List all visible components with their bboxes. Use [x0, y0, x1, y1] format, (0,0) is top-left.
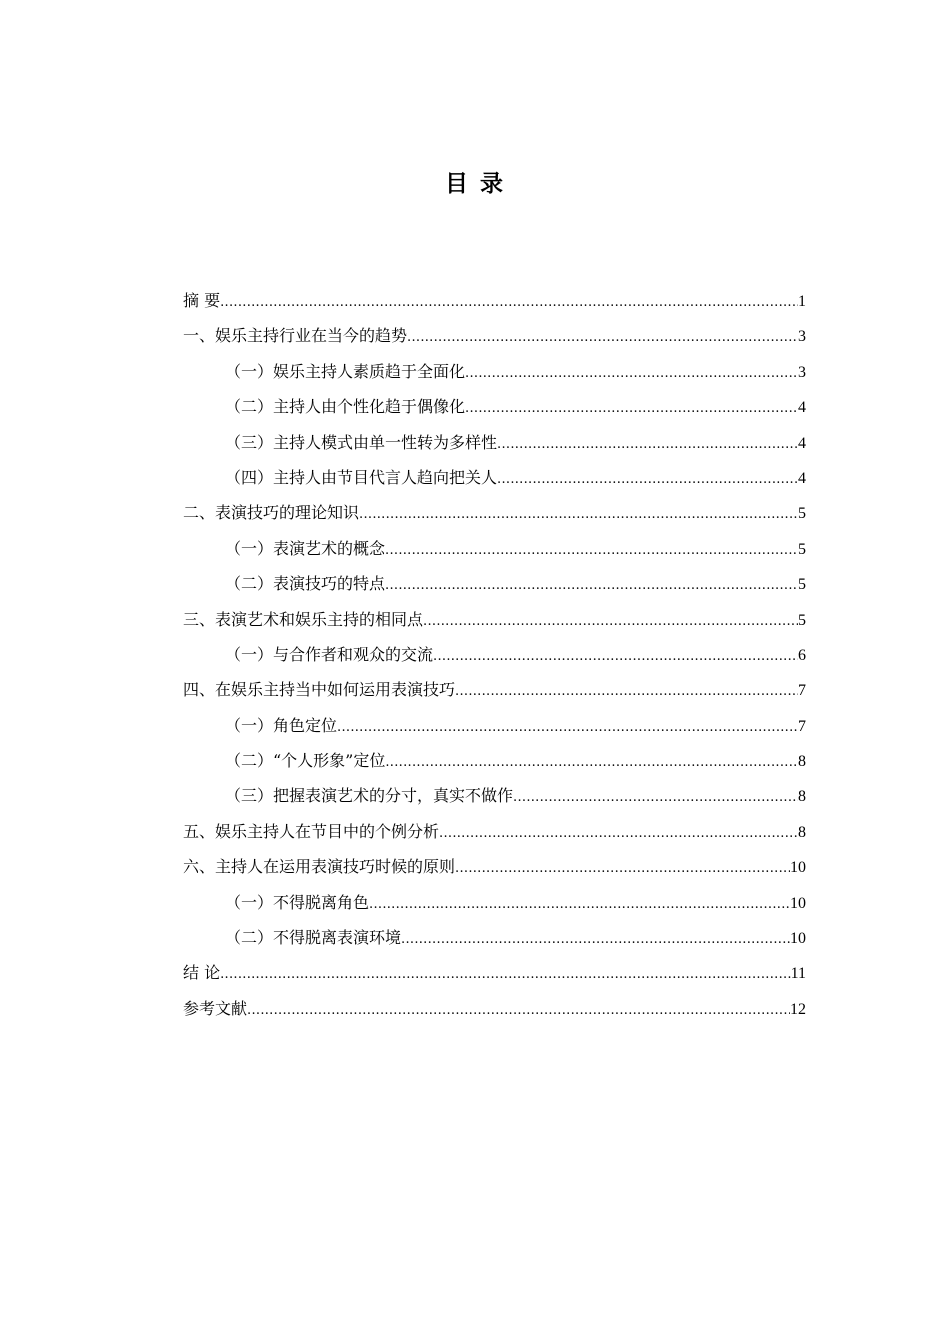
toc-entry-page: 7 — [798, 682, 806, 700]
toc-entry[interactable] — [183, 885, 806, 920]
toc-dot-leader — [385, 568, 798, 603]
toc-entry[interactable] — [183, 708, 806, 743]
toc-entry-label: （一）角色定位 — [225, 715, 338, 735]
toc-entry[interactable] — [183, 354, 806, 389]
toc-entry-page: 8 — [798, 823, 806, 841]
toc-entry-page: 8 — [798, 753, 806, 771]
toc-entry[interactable] — [183, 814, 806, 849]
toc-entry-label: （一）不得脱离角色 — [225, 892, 370, 912]
toc-dot-leader — [220, 957, 791, 992]
toc-entry-page: 1 — [798, 293, 806, 310]
toc-dot-leader — [423, 604, 798, 639]
toc-entry-label: 一、娱乐主持行业在当今的趋势 — [183, 326, 408, 346]
toc-entry-label: （二）“个人形象”定位 — [225, 751, 386, 771]
toc-entry-page: 5 — [798, 505, 806, 523]
toc-dot-leader — [337, 710, 798, 745]
toc-entry-label: 四、在娱乐主持当中如何运用表演技巧 — [183, 680, 456, 700]
toc-entry-page: 10 — [790, 930, 806, 948]
toc-dot-leader — [220, 285, 798, 320]
toc-entry-page: 4 — [798, 469, 806, 487]
toc-entry-page: 5 — [798, 540, 806, 558]
toc-entry-page: 12 — [790, 1000, 806, 1018]
toc-entry[interactable] — [183, 425, 806, 460]
toc-entry[interactable] — [183, 955, 806, 990]
toc-dot-leader — [455, 674, 798, 709]
toc-dot-leader — [359, 497, 798, 532]
toc-entry[interactable] — [183, 318, 806, 353]
toc-dot-leader — [455, 851, 790, 886]
toc-entry[interactable] — [183, 920, 806, 955]
toc-entry[interactable] — [183, 566, 806, 601]
toc-dot-leader — [497, 427, 798, 462]
toc-entry-label: 六、主持人在运用表演技巧时候的原则 — [183, 857, 456, 877]
toc-dot-leader — [439, 816, 798, 851]
toc-entry-page: 10 — [790, 894, 806, 912]
toc-entry[interactable] — [183, 637, 806, 672]
toc-entry-page: 8 — [798, 788, 806, 806]
toc-entry[interactable] — [183, 991, 806, 1026]
toc-entry-label: （一）表演艺术的概念 — [225, 538, 386, 558]
toc-entry-label: （二）不得脱离表演环境 — [225, 928, 402, 948]
toc-entry-label: 参考文献 — [183, 998, 248, 1018]
toc-entry-page: 4 — [798, 399, 806, 417]
toc-entry-label: 摘 要 — [183, 291, 221, 310]
toc-entry-page: 4 — [798, 434, 806, 452]
toc-entry-label: 二、表演技巧的理论知识 — [183, 503, 360, 523]
toc-dot-leader — [433, 639, 798, 674]
toc-entry-page: 3 — [798, 363, 806, 381]
toc-entry-label: （三）主持人模式由单一性转为多样性 — [225, 432, 498, 452]
toc-dot-leader — [465, 356, 798, 391]
toc-entry-label: （四）主持人由节目代言人趋向把关人 — [225, 467, 498, 487]
toc-dot-leader — [465, 391, 798, 426]
toc-entry-page: 6 — [798, 646, 806, 664]
toc-entry-label: （二）表演技巧的特点 — [225, 574, 386, 594]
toc-entry[interactable] — [183, 389, 806, 424]
toc-entry-label: （一）娱乐主持人素质趋于全面化 — [225, 361, 466, 381]
toc-entry[interactable] — [183, 460, 806, 495]
toc-dot-leader — [385, 745, 798, 780]
toc-title: 目 录 — [444, 171, 505, 197]
toc-entry[interactable] — [183, 743, 806, 778]
toc-entry-label: （二）主持人由个性化趋于偶像化 — [225, 397, 466, 417]
toc-entry-label: （三）把握表演艺术的分寸，真实不做作 — [225, 786, 514, 806]
toc-dot-leader — [497, 462, 798, 497]
toc-entry[interactable] — [183, 778, 806, 813]
toc-dot-leader — [407, 320, 798, 355]
toc-entry-page: 7 — [798, 717, 806, 735]
toc-entry-page: 5 — [798, 576, 806, 594]
toc-dot-leader — [401, 922, 790, 957]
table-of-contents — [183, 283, 806, 1026]
toc-entry[interactable] — [183, 495, 806, 530]
toc-entry[interactable] — [183, 283, 806, 318]
toc-entry-label: （一）与合作者和观众的交流 — [225, 644, 434, 664]
toc-entry-page: 10 — [790, 859, 806, 877]
toc-entry[interactable] — [183, 672, 806, 707]
toc-entry-page: 3 — [798, 328, 806, 346]
toc-dot-leader — [385, 533, 798, 568]
toc-entry-page: 11 — [790, 965, 806, 983]
toc-entry-label: 结 论 — [183, 963, 221, 983]
toc-dot-leader — [247, 993, 790, 1028]
toc-entry[interactable] — [183, 602, 806, 637]
toc-entry[interactable] — [183, 849, 806, 884]
toc-entry-page: 5 — [798, 611, 806, 629]
toc-entry-label: 五、娱乐主持人在节目中的个例分析 — [183, 821, 440, 841]
toc-dot-leader — [369, 887, 790, 922]
toc-entry-label: 三、表演艺术和娱乐主持的相同点 — [183, 609, 424, 629]
toc-dot-leader — [513, 780, 798, 815]
toc-entry[interactable] — [183, 531, 806, 566]
